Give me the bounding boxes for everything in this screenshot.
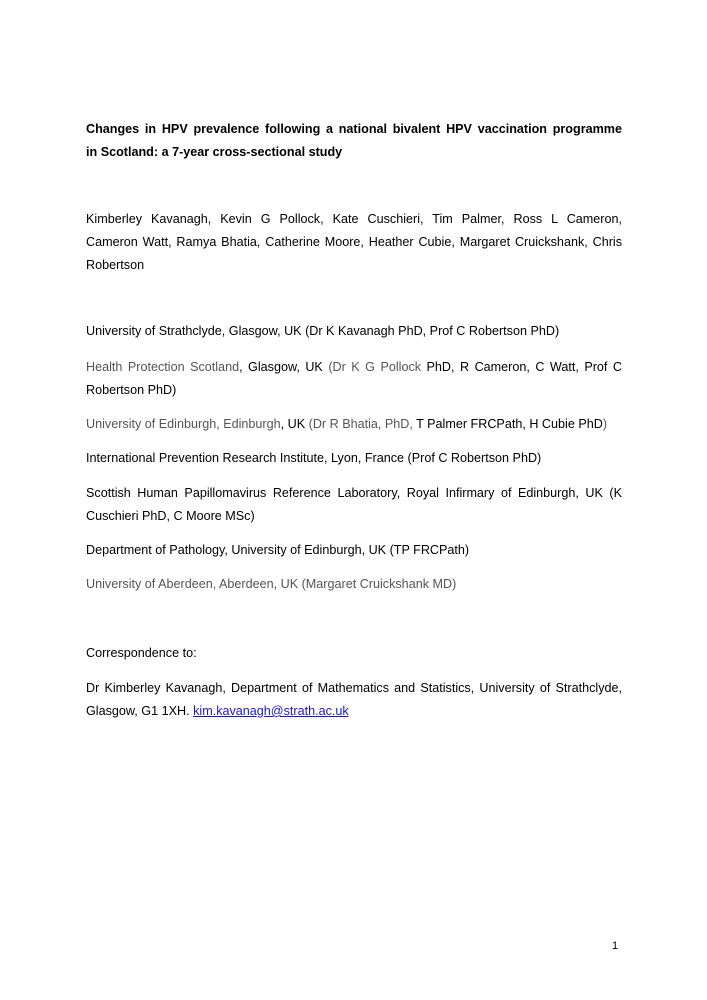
affiliation-shpv bbox=[86, 482, 622, 528]
affiliation-aberdeen bbox=[86, 573, 622, 596]
affiliation-iprc bbox=[86, 447, 622, 470]
affiliation-shpv-line-2: Cuschieri PhD, C Moore MSc) bbox=[86, 509, 255, 523]
affiliation-pathology bbox=[86, 539, 622, 562]
affiliation-hps-org: Health Protection Scotland bbox=[86, 360, 240, 374]
page-number: 1 bbox=[612, 940, 619, 952]
affiliation-iprc-text: International Prevention Research Institute, Lyon, France (Prof C Robertson PhD) bbox=[86, 451, 542, 465]
email-link[interactable]: kim.kavanagh@strath.ac.uk bbox=[193, 704, 349, 718]
correspondence-line-1: Dr Kimberley Kavanagh, Department of Mathematics and Statistics, University of Strathclyde, bbox=[86, 681, 622, 695]
affiliation-edinburgh-author: (Dr R Bhatia, PhD, bbox=[305, 417, 413, 431]
affiliation-hps-location: , Glasgow, UK bbox=[239, 360, 323, 374]
affiliation-hps-author: (Dr K G Pollock bbox=[322, 360, 422, 374]
affiliation-edinburgh-org: University of Edinburgh, Edinburgh bbox=[86, 417, 281, 431]
affiliation-edinburgh-line bbox=[86, 413, 622, 436]
authors-line-1: Kimberley Kavanagh, Kevin G Pollock, Kate Cuschieri, Tim Palmer, Ross L Cameron, bbox=[86, 212, 622, 226]
affiliation-edinburgh-authors-rest: T Palmer FRCPath, H Cubie PhD bbox=[412, 417, 603, 431]
affiliation-hps bbox=[86, 356, 622, 402]
author-list bbox=[86, 208, 622, 277]
affiliation-strathclyde-text: University of Strathclyde, Glasgow, UK (Dr K Kavanagh PhD, Prof C Robertson PhD) bbox=[86, 324, 560, 338]
correspondence-heading-text: Correspondence to: bbox=[86, 646, 197, 660]
title-line-2: in Scotland: a 7-year cross-sectional study bbox=[86, 145, 343, 159]
affiliation-hps-line-1 bbox=[86, 356, 622, 379]
title-line-1: Changes in HPV prevalence following a national bivalent HPV vaccination programme bbox=[86, 122, 622, 136]
authors-line-3: Robertson bbox=[86, 258, 145, 272]
affiliation-edinburgh-close: ) bbox=[602, 417, 608, 431]
affiliation-pathology-text: Department of Pathology, University of Edinburgh, UK (TP FRCPath) bbox=[86, 543, 470, 557]
correspondence-line-2 bbox=[86, 700, 622, 723]
authors-line-2: Cameron Watt, Ramya Bhatia, Catherine Moore, Heather Cubie, Margaret Cruickshank, Chris bbox=[86, 235, 622, 249]
affiliation-hps-authors-rest: PhD, R Cameron, C Watt, Prof C bbox=[421, 360, 622, 374]
affiliation-hps-line-2: Robertson PhD) bbox=[86, 383, 177, 397]
correspondence-address bbox=[86, 677, 622, 723]
affiliation-aberdeen-text: University of Aberdeen, Aberdeen, UK (Margaret Cruickshank MD) bbox=[86, 577, 457, 591]
affiliation-shpv-line-1: Scottish Human Papillomavirus Reference Laboratory, Royal Infirmary of Edinburgh, UK (K bbox=[86, 486, 622, 500]
correspondence-postcode: Glasgow, G1 1XH. bbox=[86, 704, 194, 718]
affiliation-strathclyde bbox=[86, 320, 622, 343]
correspondence-heading bbox=[86, 642, 622, 665]
affiliation-edinburgh bbox=[86, 413, 622, 436]
affiliation-edinburgh-country: , UK bbox=[280, 417, 306, 431]
paper-title bbox=[86, 118, 622, 164]
